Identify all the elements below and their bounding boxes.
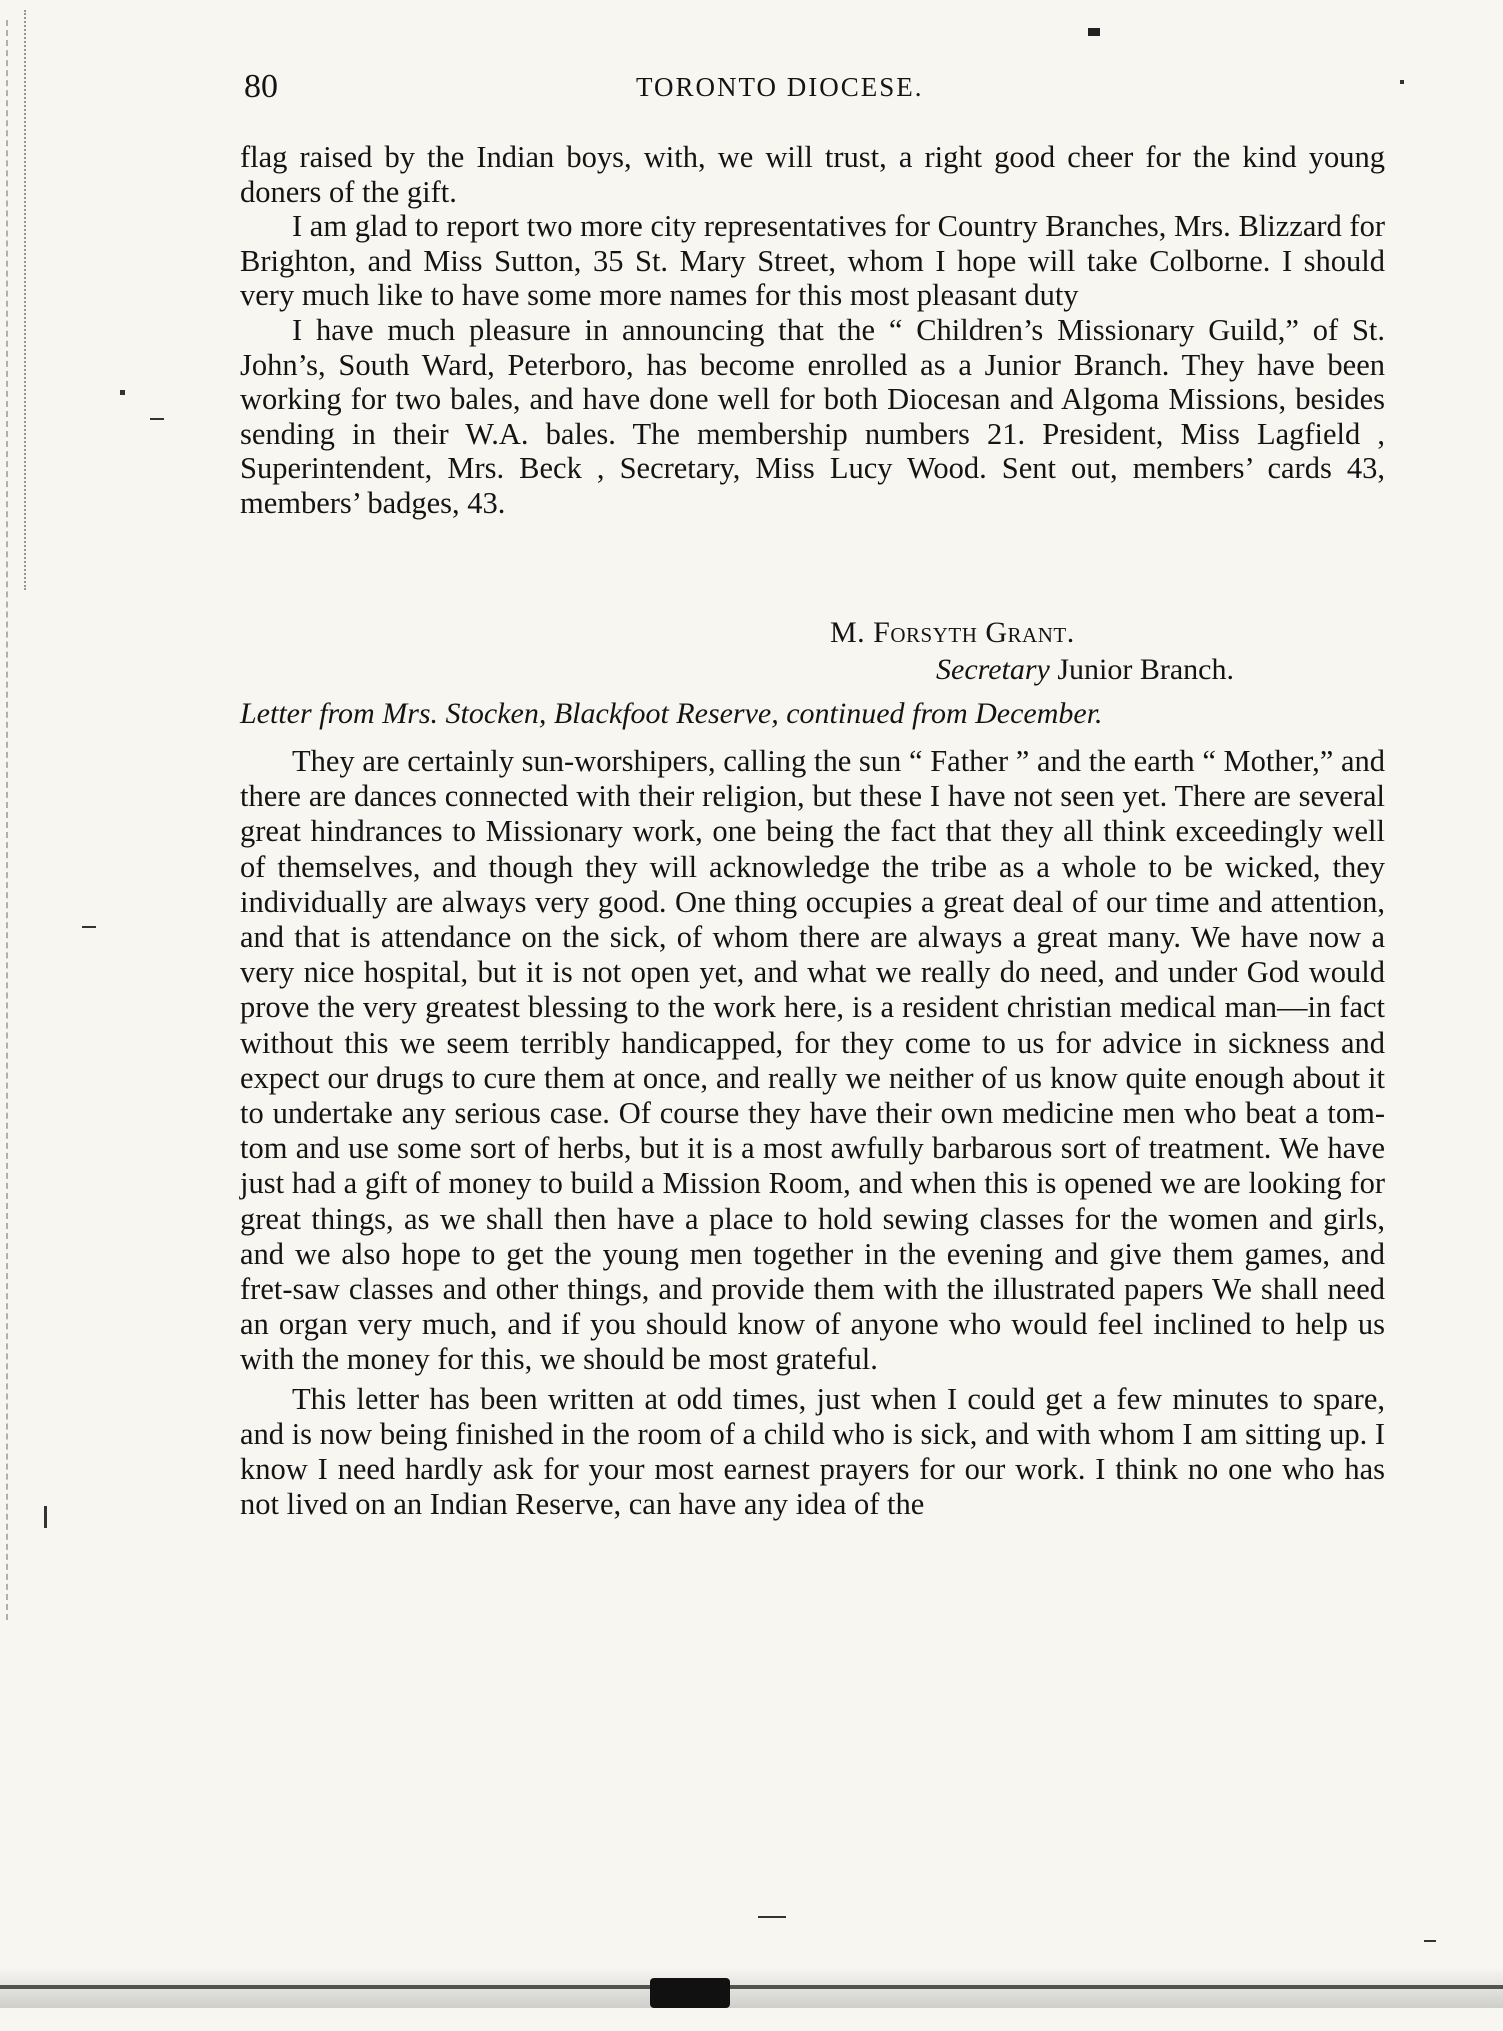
- paragraph: This letter has been written at odd times, just when I could get a few minutes to spare, and is now being finished in the room of a child who is sick, and with whom I am sitting up. I know I need hardly ask for your most earnest prayers for our work. I think no one who has not lived on an Indian Reserve, can have any idea of the: [240, 1381, 1385, 1522]
- ink-speck: [1088, 28, 1100, 36]
- page-number: 80: [244, 68, 278, 105]
- ink-speck: [44, 1506, 47, 1528]
- signature-role-title: Secretary: [936, 653, 1050, 686]
- paragraph: They are certainly sun-worshipers, calling the sun “ Father ” and the earth “ Mother,” and there are dances connected with their religion, but these I have not seen yet. There are several great hindrances to Missionary work, one being the fact that they all think exceedingly well of themselves, and though they will acknowledge the tribe as a whole to be wicked, they individually are always very good. One thing occupies a great deal of our time and attention, and that is attendance on the sick, of whom there are always a great many. We have now a very nice hospital, but it is not open yet, and what we really do need, and under God would prove the very greatest blessing to the work here, is a resident christian medical man—in fact without this we seem terribly handicapped, for they come to us for advice in sickness and expect our drugs to cure them at once, and really we neither of us know quite enough about it to undertake any serious case. Of course they have their own medicine men who beat a tom-tom and use some sort of herbs, but it is a most awfully barbarous sort of treatment. We have just had a gift of money to build a Mission Room, and when this is opened we are looking for great things, as we shall then have a place to hold sewing classes for the women and girls, and we also hope to get the young men together in the evening and give them games, and fret-saw classes and other things, and provide them with the illustrated papers We shall need an organ very much, and if you should know of anyone who would feel inclined to help us with the money for this, we should be most grateful.: [240, 744, 1385, 1377]
- report-section: [240, 140, 1385, 521]
- scan-edge-marks-inner: [24, 10, 28, 590]
- scan-bottom-rule: [0, 1985, 1503, 1989]
- signature-role-branch: Junior Branch.: [1049, 653, 1234, 686]
- scan-edge-marks: [6, 20, 34, 1620]
- letter-section: [240, 744, 1385, 1522]
- ink-speck: [1424, 1940, 1436, 1942]
- page-header: [244, 68, 1364, 116]
- signature-role: [936, 653, 1234, 687]
- ink-speck: [1400, 80, 1404, 84]
- paragraph: I am glad to report two more city representatives for Country Branches, Mrs. Blizzard for Brighton, and Miss Sutton, 35 St. Mary Street, whom I hope will take Colborne. I should very much like to have some more names for this most pleasant duty: [240, 209, 1385, 313]
- running-head: TORONTO DIOCESE.: [636, 72, 924, 102]
- letter-heading: Letter from Mrs. Stocken, Blackfoot Reserve, continued from December.: [240, 697, 1103, 730]
- ink-speck: [150, 418, 164, 420]
- ink-speck: [82, 926, 96, 928]
- signature-name: M. Forsyth Grant.: [830, 616, 1075, 649]
- ink-speck: [120, 390, 125, 395]
- ink-speck: [758, 1916, 786, 1918]
- ink-blot: [650, 1978, 730, 2008]
- paragraph: I have much pleasure in announcing that the “ Children’s Missionary Guild,” of St. John’s, South Ward, Peterboro, has become enrolled as a Junior Branch. They have been working for two bales, and have done well for both Diocesan and Algoma Missions, besides sending in their W.A. bales. The membership numbers 21. President, Miss Lagfield , Superintendent, Mrs. Beck , Secretary, Miss Lucy Wood. Sent out, members’ cards 43, members’ badges, 43.: [240, 312, 1385, 520]
- paragraph: flag raised by the Indian boys, with, we will trust, a right good cheer for the kind young doners of the gift.: [240, 140, 1385, 209]
